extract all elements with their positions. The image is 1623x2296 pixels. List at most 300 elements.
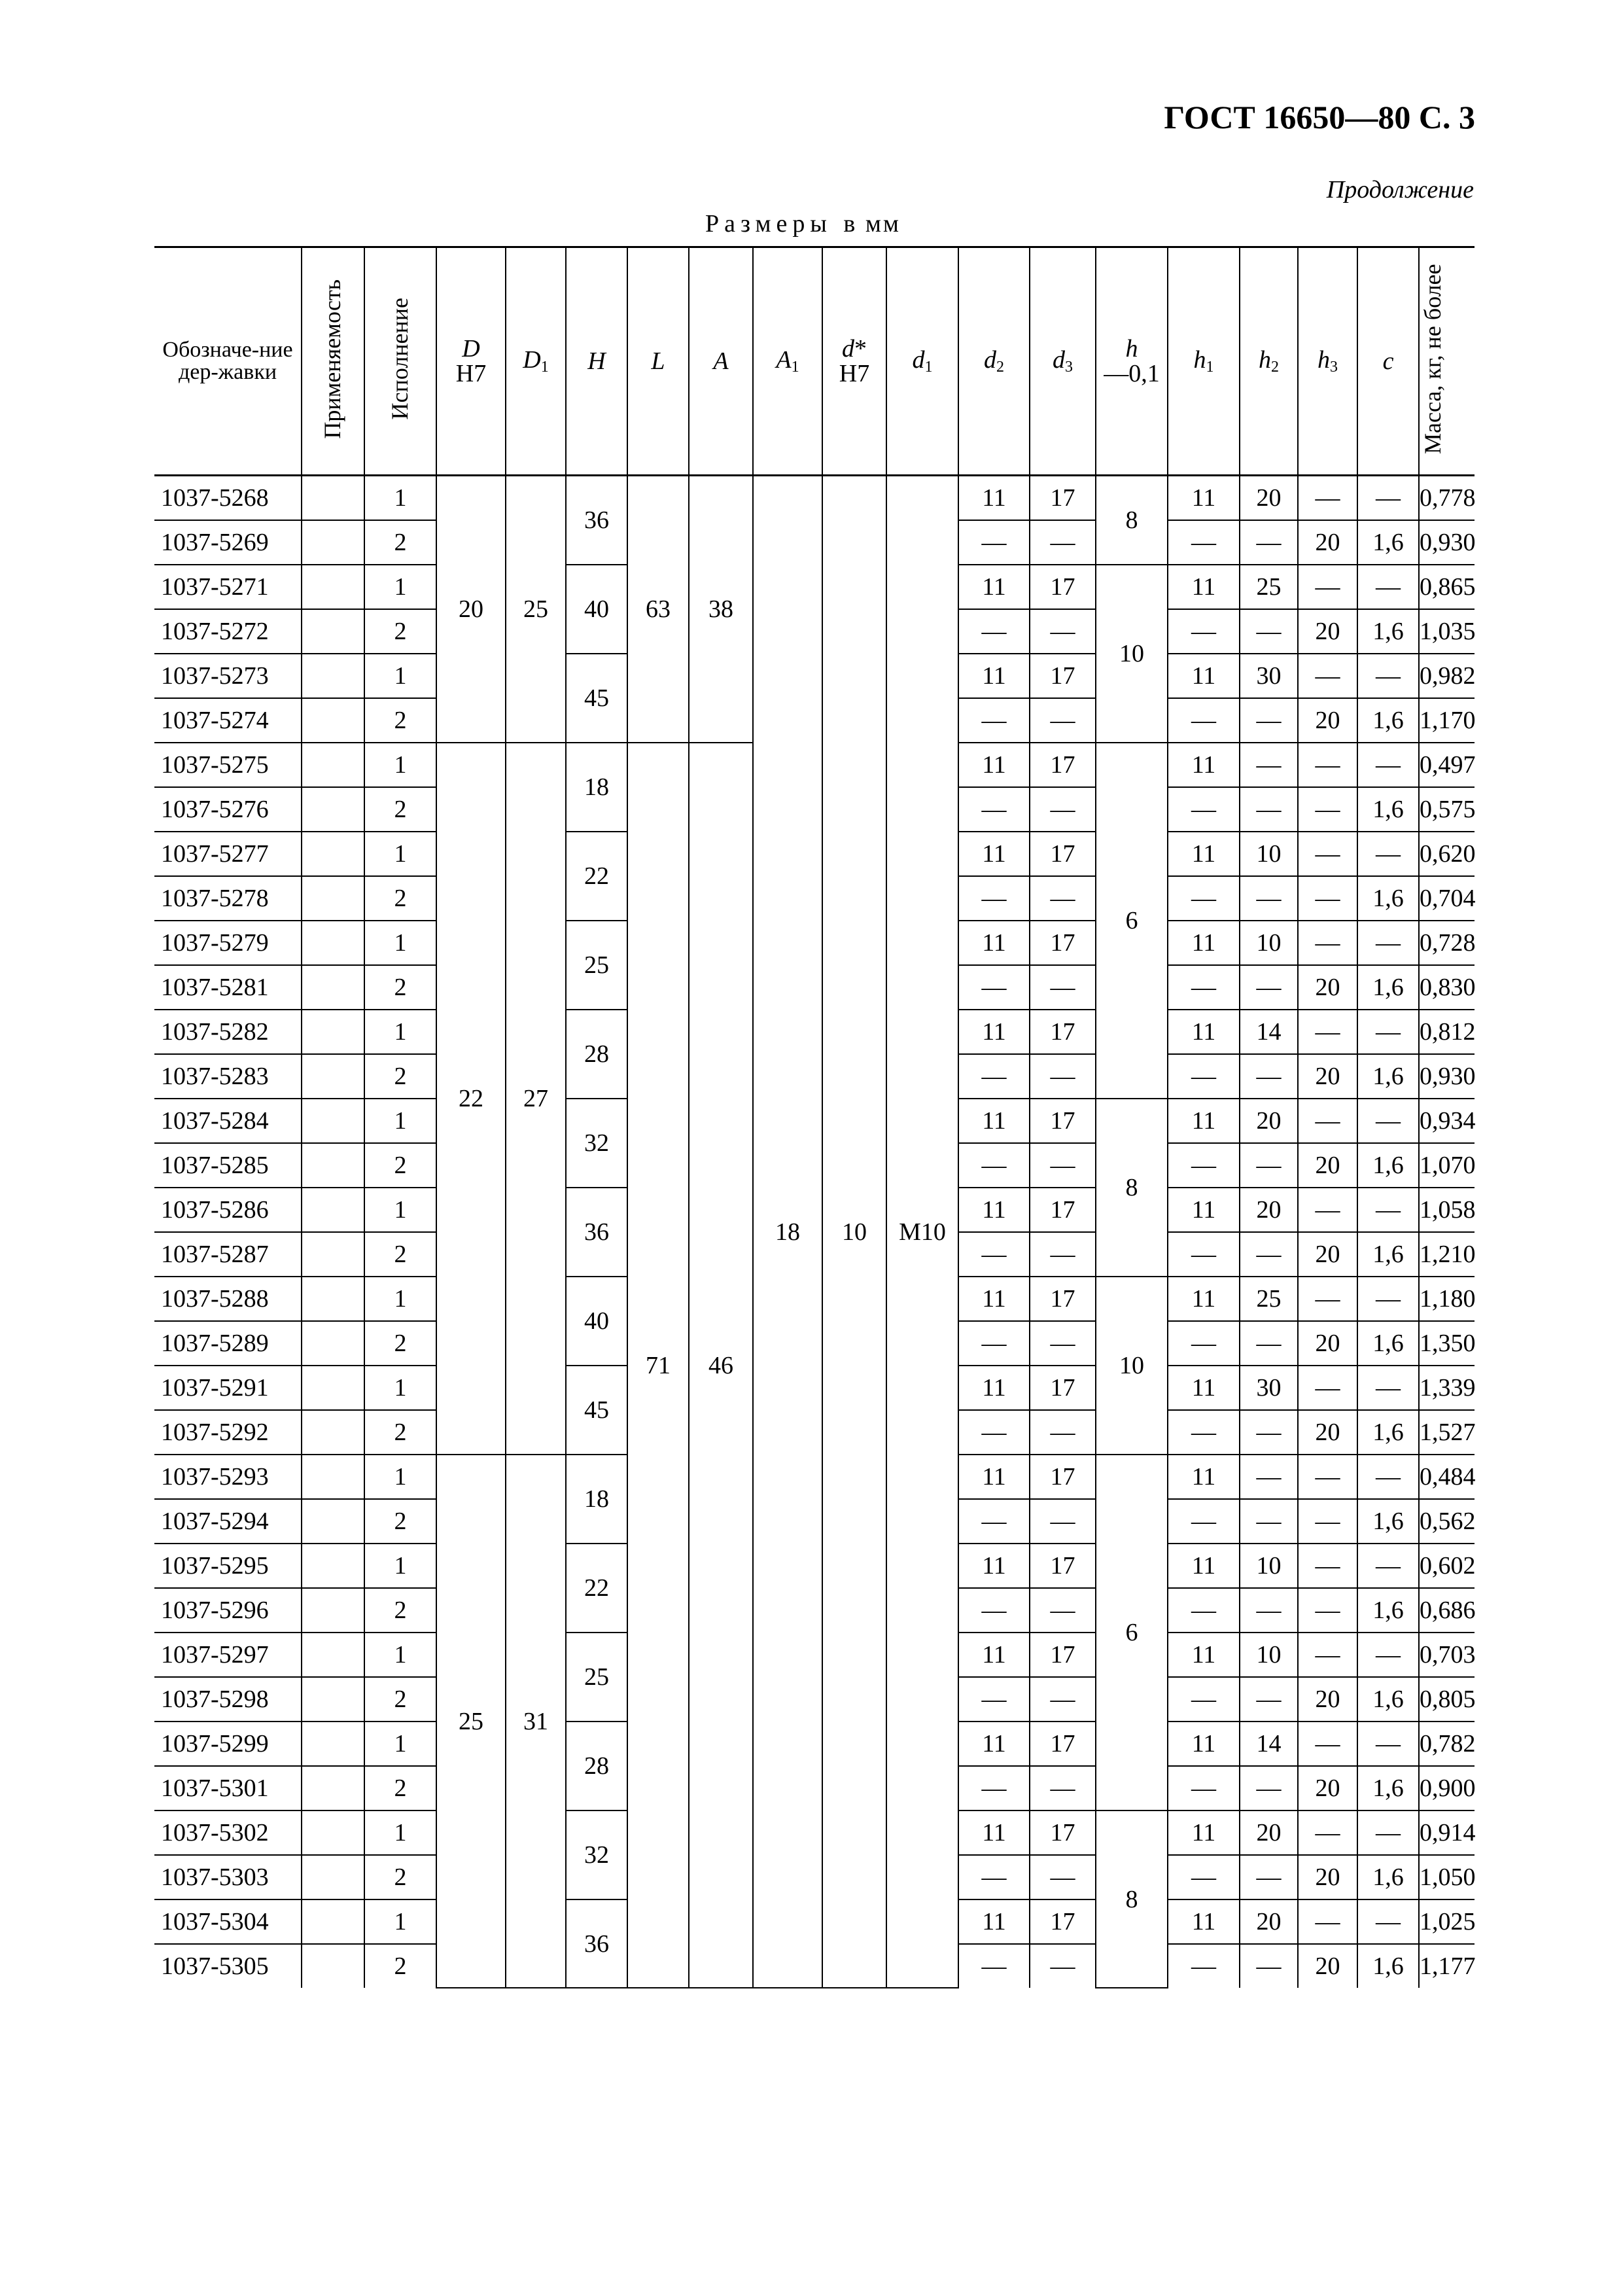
cell-designation: 1037-5299 (154, 1722, 302, 1766)
cell-applicability (302, 1455, 364, 1499)
cell-c: — (1357, 1633, 1419, 1677)
cell-mass: 0,704 (1419, 876, 1475, 921)
cell-d3: — (1030, 520, 1096, 565)
cell-H: 28 (566, 1010, 627, 1099)
cell-d3: — (1030, 1944, 1096, 1988)
cell-designation: 1037-5275 (154, 743, 302, 787)
cell-applicability (302, 1010, 364, 1054)
cell-A1: 18 (753, 476, 822, 1988)
cell-d2: — (958, 520, 1030, 565)
cell-designation: 1037-5272 (154, 609, 302, 654)
cell-d3: 17 (1030, 1188, 1096, 1232)
cell-h1: — (1168, 698, 1240, 743)
cell-mass: 0,865 (1419, 565, 1475, 609)
header-D1-symbol: D (523, 346, 541, 374)
cell-d2: — (958, 1499, 1030, 1544)
cell-c: — (1357, 476, 1419, 521)
cell-h2: — (1240, 965, 1298, 1010)
dimensions-unit: в мм (843, 210, 901, 238)
cell-version: 1 (364, 1633, 436, 1677)
holder-spec-table (154, 246, 1546, 1988)
cell-h3: 20 (1298, 698, 1357, 743)
cell-c: — (1357, 1544, 1419, 1588)
cell-c: — (1357, 565, 1419, 609)
header-h3 (1298, 247, 1357, 476)
cell-h2: 10 (1240, 1633, 1298, 1677)
cell-version: 2 (364, 520, 436, 565)
cell-h3: — (1298, 787, 1357, 832)
cell-mass: 1,025 (1419, 1899, 1475, 1944)
cell-designation: 1037-5287 (154, 1232, 302, 1277)
header-h1 (1168, 247, 1240, 476)
header-applicability-text: Применяемость (319, 279, 346, 439)
cell-mass: 0,484 (1419, 1455, 1475, 1499)
cell-d3: — (1030, 1321, 1096, 1366)
cell-d2: 11 (958, 476, 1030, 521)
cell-c: 1,6 (1357, 1855, 1419, 1899)
header-D (436, 247, 506, 476)
cell-d3: — (1030, 965, 1096, 1010)
cell-mass: 0,728 (1419, 921, 1475, 965)
cell-applicability (302, 1188, 364, 1232)
cell-version: 1 (364, 832, 436, 876)
cell-applicability (302, 787, 364, 832)
cell-d2: 11 (958, 832, 1030, 876)
cell-h2: — (1240, 1410, 1298, 1455)
cell-h1: 11 (1168, 1899, 1240, 1944)
cell-d3: 17 (1030, 1010, 1096, 1054)
cell-c: — (1357, 832, 1419, 876)
cell-d2: 11 (958, 1455, 1030, 1499)
cell-version: 2 (364, 1855, 436, 1899)
header-A1 (753, 247, 822, 476)
header-d1-subscript: 1 (924, 359, 933, 376)
cell-h2: — (1240, 787, 1298, 832)
cell-version: 2 (364, 1766, 436, 1810)
cell-d3: — (1030, 1677, 1096, 1722)
header-version-text: Исполнение (387, 298, 413, 420)
cell-h3: — (1298, 1899, 1357, 1944)
cell-c: 1,6 (1357, 1143, 1419, 1188)
cell-h3: — (1298, 1499, 1357, 1544)
cell-h1: 11 (1168, 832, 1240, 876)
cell-h1: — (1168, 1054, 1240, 1099)
cell-c: 1,6 (1357, 1944, 1419, 1988)
cell-H: 32 (566, 1810, 627, 1899)
cell-h2: 14 (1240, 1722, 1298, 1766)
cell-designation: 1037-5273 (154, 654, 302, 698)
header-d-tolerance: H7 (839, 360, 870, 387)
cell-mass: 0,620 (1419, 832, 1475, 876)
cell-h3: — (1298, 1277, 1357, 1321)
dimensions-caption (705, 209, 901, 238)
cell-d2: — (958, 1054, 1030, 1099)
cell-H: 45 (566, 1366, 627, 1455)
cell-designation: 1037-5296 (154, 1588, 302, 1633)
cell-mass: 0,930 (1419, 1054, 1475, 1099)
cell-designation: 1037-5298 (154, 1677, 302, 1722)
cell-designation: 1037-5285 (154, 1143, 302, 1188)
header-h3-subscript: 3 (1330, 359, 1338, 376)
cell-designation: 1037-5305 (154, 1944, 302, 1988)
cell-designation: 1037-5277 (154, 832, 302, 876)
cell-h3: — (1298, 1588, 1357, 1633)
cell-h3: — (1298, 1544, 1357, 1588)
cell-version: 1 (364, 476, 436, 521)
header-d3 (1030, 247, 1096, 476)
cell-h2: 10 (1240, 921, 1298, 965)
cell-L: 71 (627, 743, 689, 1988)
header-h3-symbol: h (1318, 346, 1330, 374)
cell-d2: 11 (958, 1188, 1030, 1232)
cell-h: 8 (1096, 1810, 1168, 1988)
cell-h2: 20 (1240, 1810, 1298, 1855)
cell-h: 10 (1096, 1277, 1168, 1455)
cell-D: 20 (436, 476, 506, 743)
cell-applicability (302, 1277, 364, 1321)
cell-h3: 20 (1298, 1944, 1357, 1988)
cell-H: 36 (566, 1899, 627, 1988)
cell-c: 1,6 (1357, 1766, 1419, 1810)
cell-version: 1 (364, 921, 436, 965)
cell-d3: 17 (1030, 1366, 1096, 1410)
cell-designation: 1037-5282 (154, 1010, 302, 1054)
cell-c: 1,6 (1357, 1054, 1419, 1099)
cell-version: 2 (364, 1232, 436, 1277)
header-version (364, 247, 436, 476)
cell-d3: — (1030, 787, 1096, 832)
cell-h1: — (1168, 787, 1240, 832)
cell-h2: — (1240, 1499, 1298, 1544)
header-d1-symbol: d (912, 346, 925, 374)
header-d (822, 247, 886, 476)
cell-version: 2 (364, 1321, 436, 1366)
cell-c: — (1357, 1722, 1419, 1766)
cell-d3: 17 (1030, 921, 1096, 965)
cell-c: 1,6 (1357, 1499, 1419, 1544)
cell-h1: 11 (1168, 1188, 1240, 1232)
cell-h2: — (1240, 1054, 1298, 1099)
cell-h3: — (1298, 921, 1357, 965)
cell-c: 1,6 (1357, 787, 1419, 832)
cell-h3: 20 (1298, 1677, 1357, 1722)
cell-h2: 20 (1240, 1188, 1298, 1232)
cell-designation: 1037-5283 (154, 1054, 302, 1099)
cell-d2: — (958, 1944, 1030, 1988)
cell-c: — (1357, 743, 1419, 787)
cell-mass: 0,830 (1419, 965, 1475, 1010)
cell-designation: 1037-5286 (154, 1188, 302, 1232)
header-A1-symbol: A (776, 346, 792, 374)
cell-mass: 0,778 (1419, 476, 1475, 521)
cell-H: 22 (566, 1544, 627, 1633)
cell-version: 1 (364, 1188, 436, 1232)
cell-mass: 1,350 (1419, 1321, 1475, 1366)
cell-h1: — (1168, 1944, 1240, 1988)
cell-L: 63 (627, 476, 689, 743)
cell-d3: — (1030, 1143, 1096, 1188)
cell-c: — (1357, 1366, 1419, 1410)
cell-h3: 20 (1298, 520, 1357, 565)
header-h1-symbol: h (1193, 346, 1206, 374)
cell-h3: — (1298, 743, 1357, 787)
cell-d2: — (958, 876, 1030, 921)
cell-designation: 1037-5274 (154, 698, 302, 743)
cell-h2: — (1240, 1321, 1298, 1366)
cell-h1: 11 (1168, 1455, 1240, 1499)
cell-H: 40 (566, 565, 627, 654)
cell-H: 18 (566, 743, 627, 832)
cell-d3: — (1030, 609, 1096, 654)
cell-h1: — (1168, 965, 1240, 1010)
cell-d2: — (958, 1766, 1030, 1810)
cell-version: 1 (364, 1366, 436, 1410)
header-A1-subscript: 1 (791, 359, 799, 376)
cell-h2: — (1240, 876, 1298, 921)
header-c-symbol: c (1382, 347, 1394, 375)
cell-applicability (302, 1366, 364, 1410)
cell-H: 22 (566, 832, 627, 921)
header-h2-symbol: h (1259, 346, 1271, 374)
cell-mass: 0,930 (1419, 520, 1475, 565)
cell-version: 1 (364, 1810, 436, 1855)
cell-d2: 11 (958, 1099, 1030, 1143)
cell-d2: — (958, 787, 1030, 832)
cell-h1: — (1168, 876, 1240, 921)
cell-d3: 17 (1030, 565, 1096, 609)
cell-d3: 17 (1030, 1722, 1096, 1766)
cell-mass: 1,070 (1419, 1143, 1475, 1188)
cell-d3: — (1030, 1232, 1096, 1277)
cell-c: 1,6 (1357, 698, 1419, 743)
cell-c: 1,6 (1357, 520, 1419, 565)
cell-version: 1 (364, 1722, 436, 1766)
cell-h3: — (1298, 1633, 1357, 1677)
header-d3-symbol: d (1053, 346, 1065, 374)
cell-d2: 11 (958, 1722, 1030, 1766)
cell-h1: 11 (1168, 1544, 1240, 1588)
cell-mass: 0,805 (1419, 1677, 1475, 1722)
cell-d3: 17 (1030, 743, 1096, 787)
cell-c: — (1357, 1099, 1419, 1143)
header-applicability (302, 247, 364, 476)
cell-d2: 11 (958, 1277, 1030, 1321)
cell-D: 25 (436, 1455, 506, 1988)
cell-h1: 11 (1168, 1366, 1240, 1410)
cell-h1: — (1168, 1499, 1240, 1544)
cell-H: 25 (566, 921, 627, 1010)
cell-d2: — (958, 1143, 1030, 1188)
cell-d3: — (1030, 876, 1096, 921)
cell-h3: 20 (1298, 1855, 1357, 1899)
table-row (154, 476, 1546, 521)
cell-applicability (302, 1722, 364, 1766)
cell-d2: — (958, 1855, 1030, 1899)
cell-h1: — (1168, 1588, 1240, 1633)
cell-h3: — (1298, 1722, 1357, 1766)
cell-applicability (302, 832, 364, 876)
cell-applicability (302, 1232, 364, 1277)
cell-applicability (302, 698, 364, 743)
cell-mass: 0,934 (1419, 1099, 1475, 1143)
cell-H: 32 (566, 1099, 627, 1188)
cell-h3: 20 (1298, 965, 1357, 1010)
cell-applicability (302, 1677, 364, 1722)
header-d1 (886, 247, 958, 476)
cell-mass: 1,180 (1419, 1277, 1475, 1321)
cell-version: 1 (364, 1010, 436, 1054)
cell-mass: 0,914 (1419, 1810, 1475, 1855)
cell-designation: 1037-5293 (154, 1455, 302, 1499)
cell-designation: 1037-5291 (154, 1366, 302, 1410)
cell-h3: 20 (1298, 1410, 1357, 1455)
cell-c: — (1357, 1899, 1419, 1944)
cell-mass: 0,782 (1419, 1722, 1475, 1766)
cell-mass: 0,497 (1419, 743, 1475, 787)
cell-A: 46 (689, 743, 753, 1988)
cell-d2: 11 (958, 565, 1030, 609)
header-A (689, 247, 753, 476)
cell-designation: 1037-5279 (154, 921, 302, 965)
header-d2-subscript: 2 (996, 359, 1004, 376)
cell-c: — (1357, 921, 1419, 965)
cell-mass: 0,703 (1419, 1633, 1475, 1677)
cell-h1: — (1168, 609, 1240, 654)
header-D1 (506, 247, 566, 476)
page-header: ГОСТ 16650—80 С. 3 (1164, 99, 1475, 135)
cell-c: — (1357, 1010, 1419, 1054)
header-h2-subscript: 2 (1271, 359, 1279, 376)
cell-h2: — (1240, 1944, 1298, 1988)
header-L (627, 247, 689, 476)
cell-h1: 11 (1168, 743, 1240, 787)
header-mass-text: Масса, кг, не более (1420, 264, 1446, 454)
cell-h1: — (1168, 520, 1240, 565)
cell-designation: 1037-5281 (154, 965, 302, 1010)
cell-designation: 1037-5302 (154, 1810, 302, 1855)
cell-h1: 11 (1168, 1099, 1240, 1143)
cell-c: 1,6 (1357, 965, 1419, 1010)
cell-h3: — (1298, 1010, 1357, 1054)
cell-d2: 11 (958, 1544, 1030, 1588)
header-h-symbol: h (1125, 335, 1138, 362)
cell-mass: 0,812 (1419, 1010, 1475, 1054)
cell-h2: — (1240, 1143, 1298, 1188)
cell-applicability (302, 1899, 364, 1944)
cell-h1: 11 (1168, 921, 1240, 965)
header-L-symbol: L (651, 347, 665, 375)
cell-designation: 1037-5278 (154, 876, 302, 921)
cell-H: 18 (566, 1455, 627, 1544)
cell-h1: 11 (1168, 1810, 1240, 1855)
cell-mass: 0,575 (1419, 787, 1475, 832)
cell-version: 1 (364, 654, 436, 698)
cell-h: 10 (1096, 565, 1168, 743)
cell-d3: — (1030, 1588, 1096, 1633)
cell-applicability (302, 1766, 364, 1810)
cell-mass: 1,058 (1419, 1188, 1475, 1232)
cell-d3: 17 (1030, 1544, 1096, 1588)
header-row (154, 247, 1546, 476)
cell-h1: 11 (1168, 1722, 1240, 1766)
cell-version: 2 (364, 1054, 436, 1099)
cell-h1: — (1168, 1677, 1240, 1722)
cell-mass: 0,982 (1419, 654, 1475, 698)
cell-h1: 11 (1168, 1010, 1240, 1054)
cell-h2: — (1240, 1455, 1298, 1499)
cell-h3: — (1298, 654, 1357, 698)
cell-h1: — (1168, 1855, 1240, 1899)
cell-designation: 1037-5303 (154, 1855, 302, 1899)
cell-version: 2 (364, 1410, 436, 1455)
cell-c: — (1357, 1455, 1419, 1499)
cell-H: 45 (566, 654, 627, 743)
cell-version: 1 (364, 1277, 436, 1321)
cell-version: 2 (364, 609, 436, 654)
cell-d3: 17 (1030, 1277, 1096, 1321)
cell-h1: — (1168, 1766, 1240, 1810)
cell-applicability (302, 609, 364, 654)
cell-applicability (302, 1499, 364, 1544)
dimensions-label: Размеры (705, 210, 832, 238)
cell-h1: — (1168, 1232, 1240, 1277)
cell-c: — (1357, 1277, 1419, 1321)
cell-d: 10 (822, 476, 886, 1988)
cell-d3: 17 (1030, 654, 1096, 698)
cell-applicability (302, 476, 364, 521)
cell-d3: — (1030, 1499, 1096, 1544)
cell-mass: 0,602 (1419, 1544, 1475, 1588)
cell-version: 2 (364, 698, 436, 743)
cell-applicability (302, 1143, 364, 1188)
cell-d3: — (1030, 1855, 1096, 1899)
cell-version: 2 (364, 1944, 436, 1988)
header-D-symbol: D (462, 335, 480, 362)
cell-c: 1,6 (1357, 1588, 1419, 1633)
header-c (1357, 247, 1419, 476)
cell-c: — (1357, 1188, 1419, 1232)
cell-h2: 20 (1240, 476, 1298, 521)
cell-H: 28 (566, 1722, 627, 1810)
cell-h2: — (1240, 1232, 1298, 1277)
cell-h1: — (1168, 1410, 1240, 1455)
cell-h3: — (1298, 565, 1357, 609)
cell-h: 6 (1096, 1455, 1168, 1810)
cell-designation: 1037-5271 (154, 565, 302, 609)
cell-d2: 11 (958, 1010, 1030, 1054)
cell-applicability (302, 1054, 364, 1099)
cell-mass: 1,050 (1419, 1855, 1475, 1899)
cell-d2: 11 (958, 1810, 1030, 1855)
header-D-tolerance: H7 (455, 360, 487, 387)
header-H (566, 247, 627, 476)
cell-H: 36 (566, 476, 627, 565)
header-d3-subscript: 3 (1065, 359, 1073, 376)
cell-h3: 20 (1298, 1321, 1357, 1366)
continuation-note: Продолжение (1326, 176, 1474, 203)
cell-d2: — (958, 1588, 1030, 1633)
header-h2 (1240, 247, 1298, 476)
cell-version: 1 (364, 565, 436, 609)
cell-h2: 30 (1240, 1366, 1298, 1410)
cell-applicability (302, 1633, 364, 1677)
cell-h2: — (1240, 698, 1298, 743)
cell-c: 1,6 (1357, 1677, 1419, 1722)
cell-d3: 17 (1030, 1455, 1096, 1499)
header-designation: Обозначе-ние дер-жавки (154, 247, 302, 476)
cell-d2: 11 (958, 743, 1030, 787)
cell-c: — (1357, 1810, 1419, 1855)
